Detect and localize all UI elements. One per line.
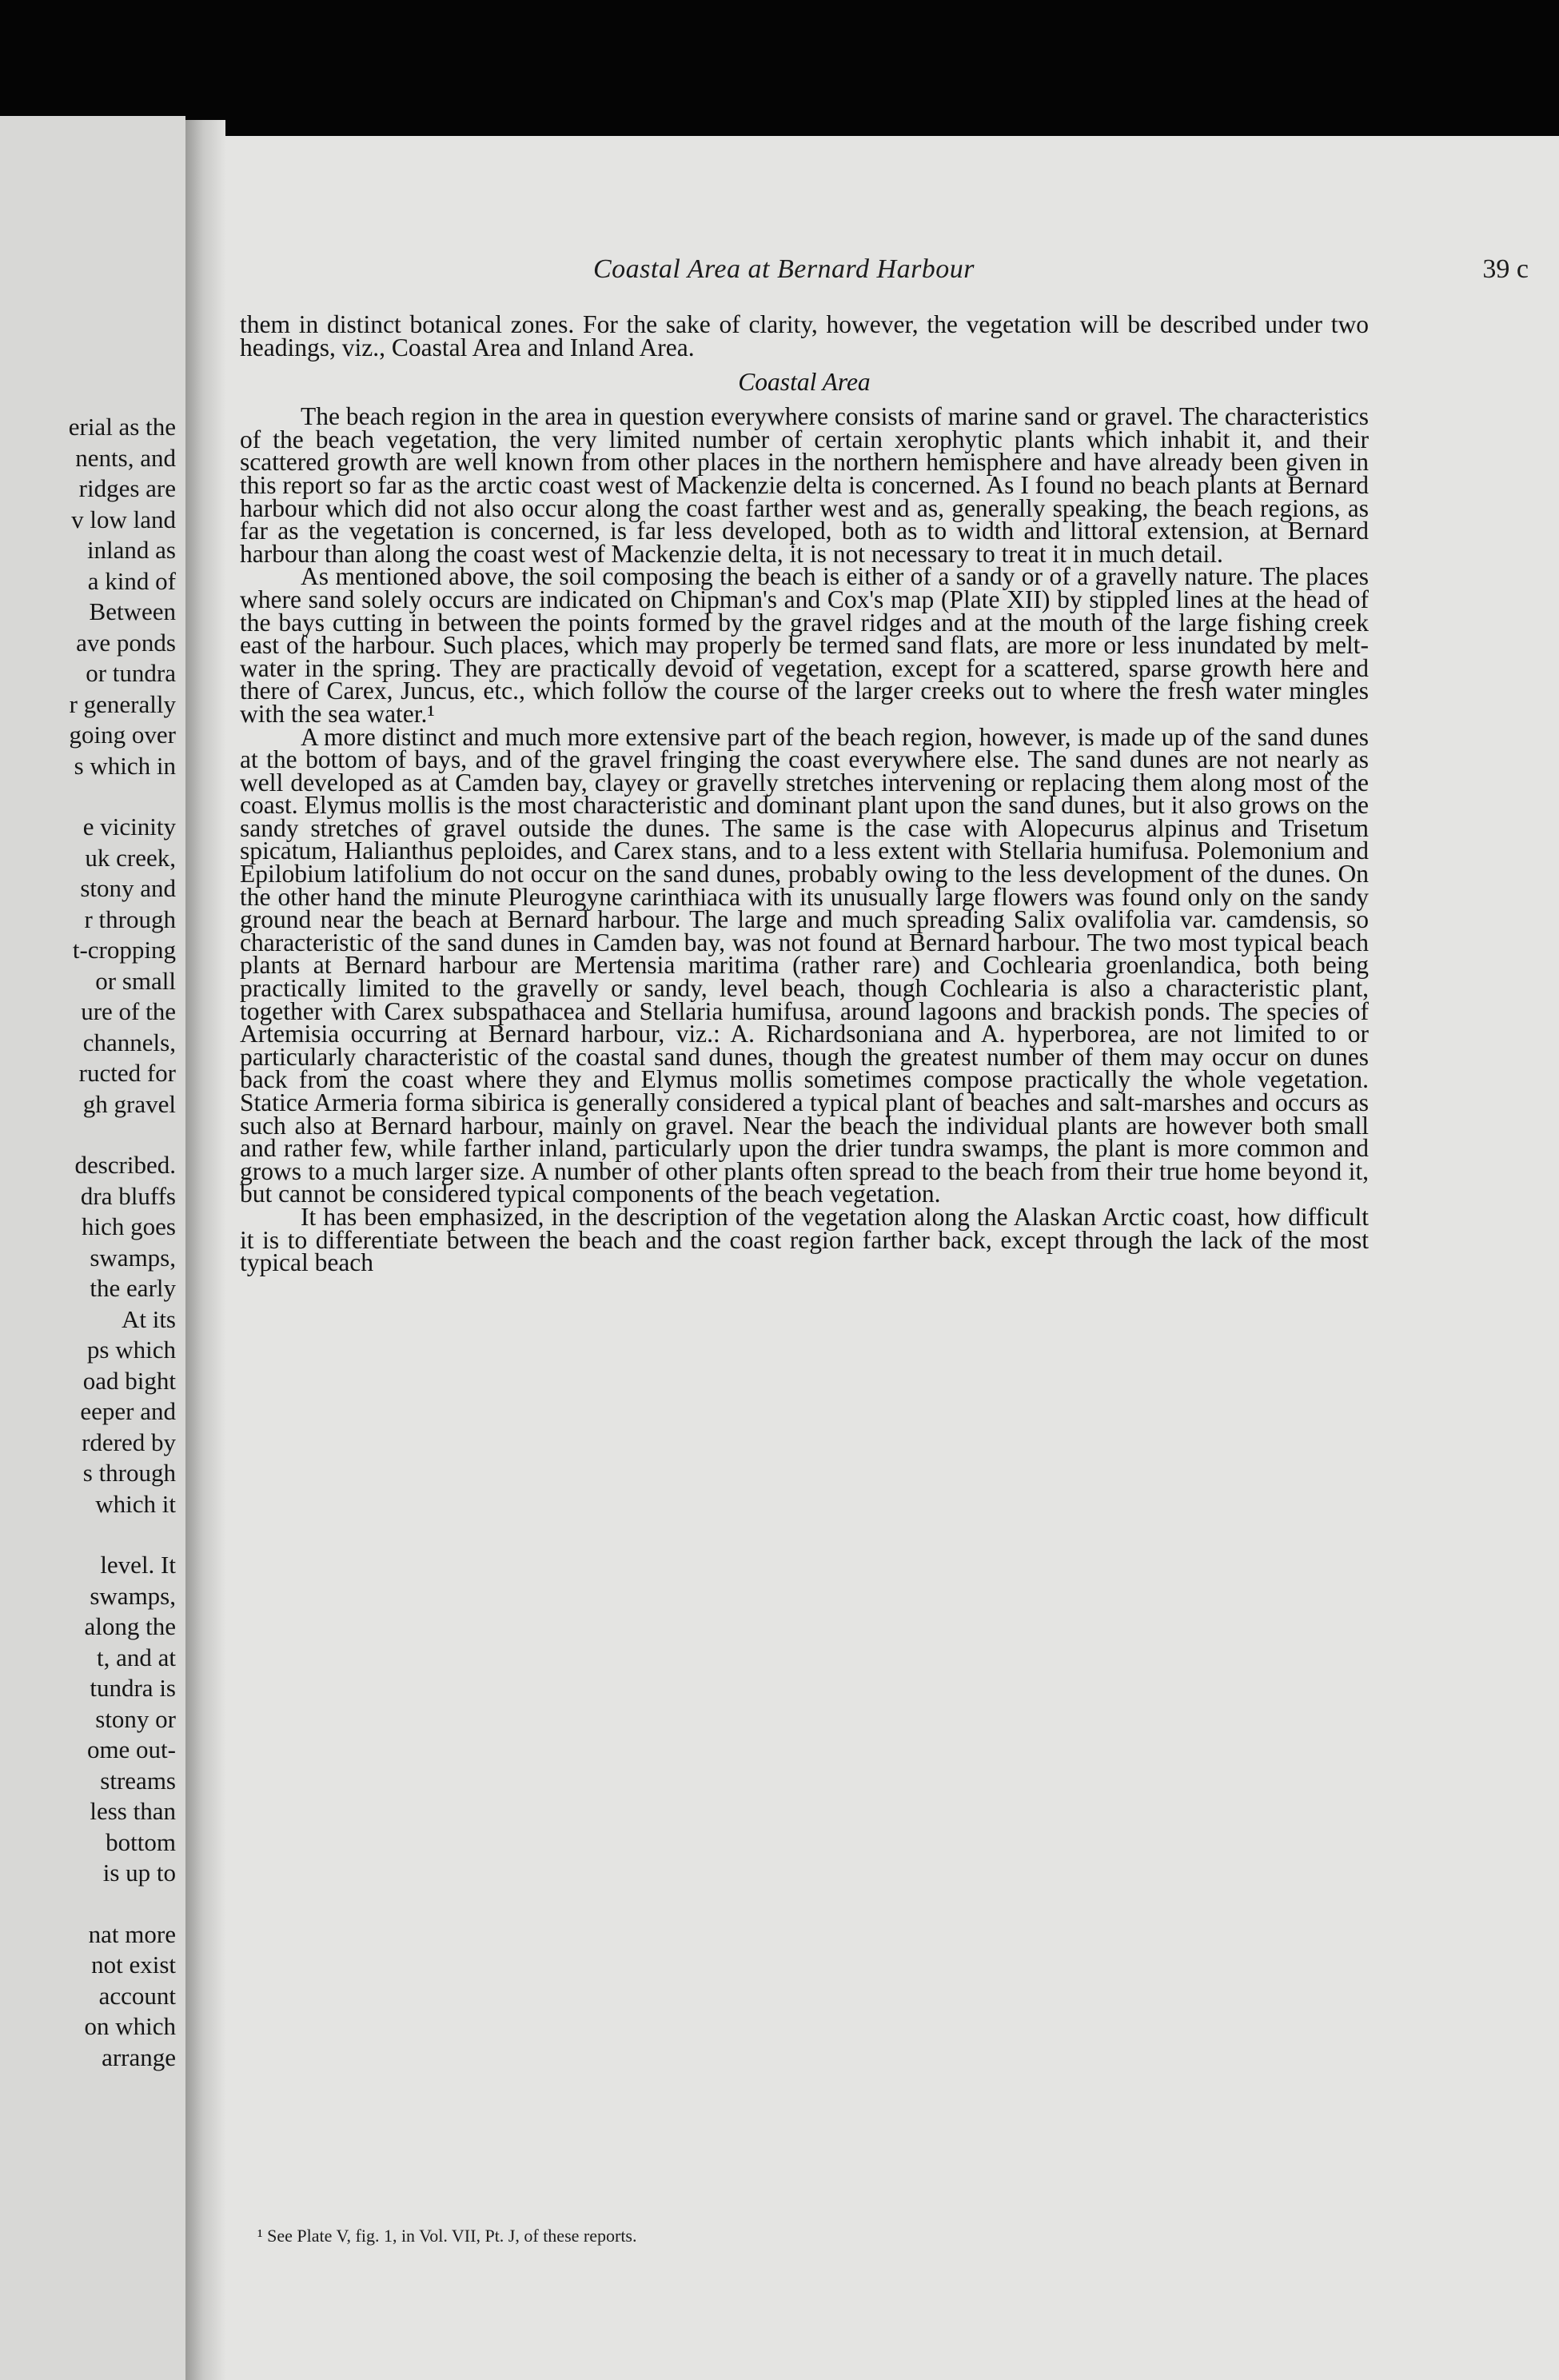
footnote: ¹ See Plate V, fig. 1, in Vol. VII, Pt. J, of these reports. — [257, 2226, 637, 2246]
left-page-line: eeper and — [80, 1397, 176, 1425]
paragraph: It has been emphasized, in the description of the vegetation along the Alaskan Arctic coast, how difficult it is to differentiate between the beach and the coast region farther back, except through the lack of the most typical beach — [240, 1202, 1369, 1277]
left-page-line: oad bight — [82, 1366, 176, 1395]
left-page-line: r generally — [69, 689, 176, 718]
left-page-line: erial as the — [68, 413, 176, 441]
left-page-line: less than — [90, 1797, 176, 1825]
left-page-line: v low land — [71, 505, 176, 533]
left-page-line: s which in — [74, 751, 176, 780]
left-page-line: ave ponds — [76, 628, 176, 657]
left-page-line: bottom — [106, 1827, 176, 1856]
left-page-line: going over — [69, 721, 176, 749]
left-page-line: nat more — [88, 1919, 176, 1948]
left-page-line: s through — [82, 1459, 176, 1487]
left-page-line: level. It — [100, 1551, 176, 1579]
left-page-line: stony and — [80, 874, 176, 902]
left-page-line: ome out- — [86, 1735, 176, 1763]
page-number: 39 c — [1482, 254, 1529, 284]
left-page-line: which it — [95, 1489, 176, 1518]
left-page-line: uk creek, — [85, 843, 176, 872]
left-page-line: described. — [74, 1151, 176, 1179]
left-page-text-column — [0, 412, 176, 2073]
left-page-line: or tundra — [86, 659, 176, 687]
left-page-line: Between — [89, 597, 176, 625]
left-page-line: hich goes — [82, 1212, 176, 1240]
left-page-line: on which — [84, 2012, 176, 2040]
book-gutter — [185, 120, 225, 2380]
paragraph: The beach region in the area in question everywhere consists of marine sand or gravel. The characteristics of the beach vegetation, the very limited number of certain xerophytic plants which inhabit it, and their scattered growth are well known from other places in the northern hemisphere and have already been given in this report so far as the arctic coast west of Mackenzie delta is concerned. As I found no beach plants at Bernard harbour which did not also occur along the coast farther west and as, generally speaking, the beach regions, as far as the vegetation is concerned, is far less developed, both as to width and littoral extension, at Bernard harbour than along the coast west of Mackenzie delta, it is not necessary to treat it in much detail. — [240, 402, 1369, 568]
left-page-line: stony or — [95, 1704, 176, 1733]
left-page-line: along the — [84, 1612, 176, 1640]
left-page-line: swamps, — [90, 1243, 176, 1272]
body-text — [240, 310, 1369, 1277]
paragraph-gap — [0, 1519, 176, 1550]
running-title: Coastal Area at Bernard Harbour — [593, 254, 975, 284]
left-page-line: tundra is — [90, 1674, 176, 1702]
left-page-line: a kind of — [87, 566, 176, 595]
left-page-line: account — [98, 1981, 176, 2010]
section-heading: Coastal Area — [738, 368, 871, 397]
left-page-line: t-cropping — [72, 936, 176, 964]
paragraph-gap — [0, 781, 176, 812]
right-page — [225, 136, 1559, 2380]
left-page-line: is up to — [102, 1859, 176, 1887]
left-page-line: ure of the — [81, 997, 176, 1025]
left-page-line: swamps, — [90, 1581, 176, 1610]
left-page-line: t, and at — [97, 1643, 176, 1671]
left-page-line: or small — [95, 966, 176, 995]
paragraph-gap — [0, 1889, 176, 1919]
paragraph: them in distinct botanical zones. For the sake of clarity, however, the vegetation will be described under two headings, viz., Coastal Area and Inland Area. — [240, 310, 1369, 361]
paragraph: As mentioned above, the soil composing the beach is either of a sandy or of a gravelly nature. The places where sand solely occurs are indicated on Chipman's and Cox's map (Plate XII) by stippled lines at the head of the bays cutting in between the points formed by the gravel ridges and at the mouth of the large fishing creek east of the harbour. Such places, which may properly be termed sand flats, are more or less inundated by melt-water in the spring. They are practically devoid of vegetation, except for a scattered, sparse growth here and there of Carex, Juncus, etc., which follow the course of the larger creeks out to where the fresh water mingles with the sea water.¹ — [240, 562, 1369, 728]
left-page-line: ructed for — [78, 1059, 176, 1087]
left-facing-page — [0, 116, 185, 2380]
left-page-line: inland as — [86, 536, 176, 564]
left-page-line: e vicinity — [82, 813, 176, 841]
left-page-line: arrange — [102, 2043, 176, 2071]
left-page-line: dra bluffs — [80, 1181, 176, 1210]
left-page-line: gh gravel — [82, 1089, 176, 1118]
left-page-line: ps which — [86, 1336, 176, 1364]
left-page-line: nents, and — [75, 443, 176, 472]
left-page-line: not exist — [91, 1951, 176, 1979]
left-page-line: rdered by — [82, 1428, 176, 1456]
left-page-line: streams — [100, 1766, 176, 1795]
paragraph: A more distinct and much more extensive part of the beach region, however, is made up of the sand dunes at the bottom of bays, and of the gravel fringing the coast everywhere else. The sand dunes are not nearly as well developed as at Camden bay, clayey or gravelly stretches intervening or replacing them along most of the coast. Elymus mollis is the most characteristic and dominant plant upon the sand dunes, but it also grows on the sandy stretches of gravel outside the dunes. The same is the case with Alopecurus alpinus and Trisetum spicatum, Halianthus peploides, and Carex stans, and to a less extent with Stellaria humifusa. Polemonium and Epilobium latifolium do not occur on the sand dunes, probably owing to the less development of the dunes. On the other hand the minute Pleurogyne carinthiaca with its unusually large flowers was found only on the sandy ground near the beach at Bernard harbour. The large and much spreading Salix ovalifolia var. camdensis, so characteristic of the sand dunes in Camden bay, was not found at Bernard harbour. The two most typical beach plants at Bernard harbour are Mertensia maritima (rather rare) and Cochlearia groenlandica, both being practically limited to the gravelly or sandy, level beach, though Cochlearia is also a characteristic plant, together with Carex subspathacea and Stellaria humifusa, around lagoons and brackish ponds. The species of Artemisia occurring at Bernard harbour, viz.: A. Richardsoniana and A. hyperborea, are not limited to or particularly characteristic of the coastal sand dunes, though the greatest number of them may occur on dunes back from the coast where they and Elymus mollis sometimes compose practically the whole vegetation. Statice Armeria forma sibirica is generally considered a typical plant of beaches and salt-marshes and occurs as such also at Bernard harbour, mainly on gravel. Near the beach the individual plants are however both small and rather few, while farther inland, particularly upon the drier tundra swamps, the plant is more common and grows to a much larger size. A number of other plants often spread to the beach from their true home beyond it, but cannot be considered typical components of the beach vegetation. — [240, 722, 1369, 1208]
left-page-line: the early — [90, 1274, 176, 1302]
left-page-line: ridges are — [78, 474, 176, 502]
left-page-line: r through — [84, 904, 176, 933]
left-page-line: channels, — [82, 1028, 176, 1056]
left-page-line: At its — [121, 1304, 176, 1333]
paragraph-gap — [0, 1120, 176, 1150]
running-header — [593, 254, 1529, 294]
